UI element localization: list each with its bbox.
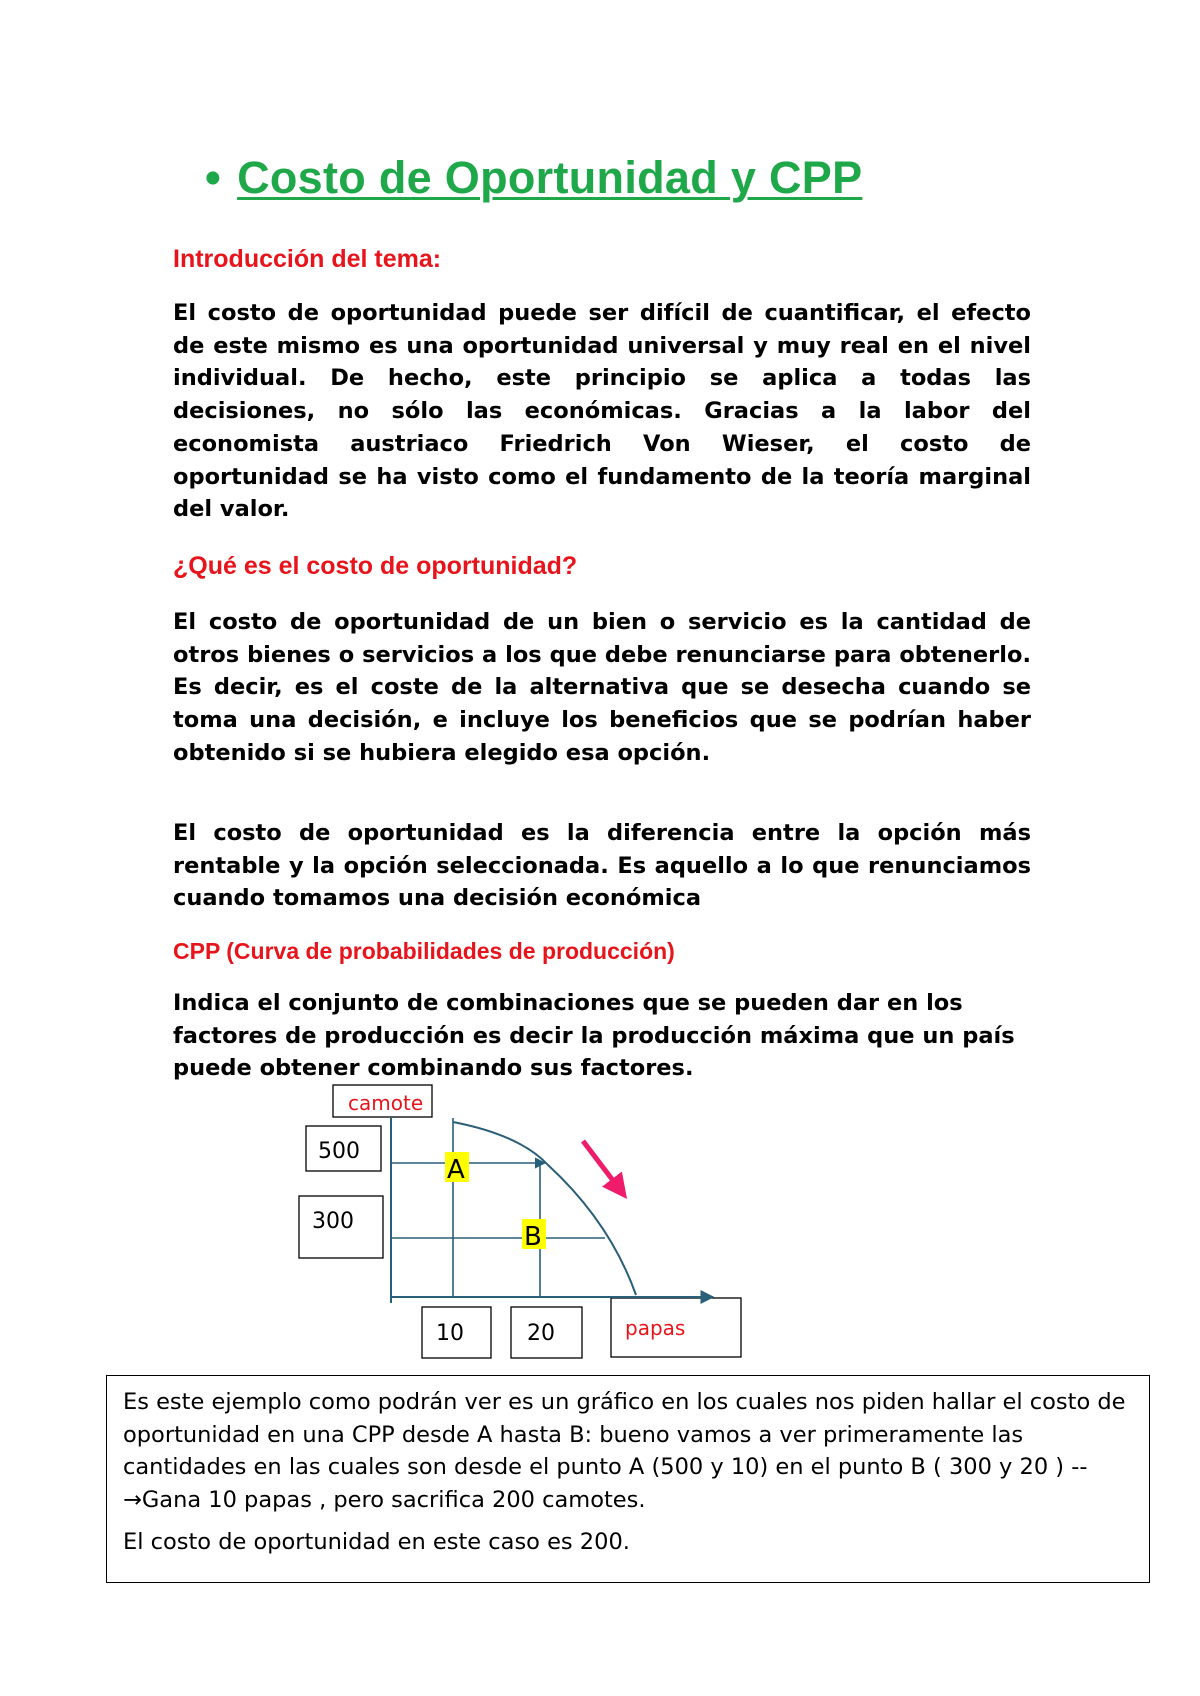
explanation-conclusion: El costo de oportunidad en este caso es 200. [123, 1529, 630, 1555]
x-tick-10: 10 [436, 1321, 464, 1346]
what-heading: ¿Qué es el costo de oportunidad? [173, 552, 578, 580]
what-paragraph-2: El costo de oportunidad es la diferencia entre la opción más rentable y la opción seleccionada. Es aquello a lo que renunciamos cuando tomamos una decisión económica [173, 820, 1031, 912]
what-paragraph-1: El costo de oportunidad de un bien o servicio es la cantidad de otros bienes o servicios a los que debe renunciarse para obtenerlo. Es decir, es el coste de la alternativa que se desecha cuando se toma una decisión, e incluye los beneficios que se podrían haber obtenido si se hubiera elegido esa opción. [173, 609, 1031, 766]
cpp-paragraph: Indica el conjunto de combinaciones que se pueden dar en los factores de producción es decir la producción máxima que un país puede obtener combinando sus factores. [173, 990, 1015, 1082]
point-a-label: A [447, 1155, 465, 1185]
title-bullet: • [205, 152, 222, 203]
intro-paragraph: El costo de oportunidad puede ser difícil de cuantificar, el efecto de este mismo es una oportunidad universal y muy real en el nivel individual. De hecho, este principio se aplica a todas las decisiones, no sólo las económicas. Gracias a la labor del economista austriaco Friedrich Von Wieser, el costo de oportunidad se ha visto como el fundamento de la teoría marginal del valor. [173, 300, 1031, 523]
x-tick-20: 20 [527, 1321, 555, 1346]
y-tick-300: 300 [312, 1209, 354, 1234]
explanation-text: Es este ejemplo como podrán ver es un gráfico en los cuales nos piden hallar el costo de oportunidad en una CPP desde A hasta B: bueno vamos a ver primeramente las cantidades en las cuales son desde el punto A (500 y 10) en el punto B ( 300 y 20 ) --→Gana 10 papas , pero sacrifica 200 camotes. [123, 1389, 1126, 1513]
x-axis-label: papas [625, 1316, 686, 1340]
ppf-curve [453, 1122, 636, 1295]
point-b-label: B [524, 1222, 542, 1252]
intro-heading: Introducción del tema: [173, 245, 442, 273]
cpp-heading: CPP (Curva de probabilidades de producción) [173, 938, 675, 964]
y-tick-500: 500 [318, 1139, 360, 1164]
y-axis-label: camote [348, 1091, 424, 1115]
title-text: Costo de Oportunidad y CPP [237, 152, 863, 203]
explanation-box [106, 1375, 1150, 1583]
movement-arrow [583, 1141, 624, 1195]
